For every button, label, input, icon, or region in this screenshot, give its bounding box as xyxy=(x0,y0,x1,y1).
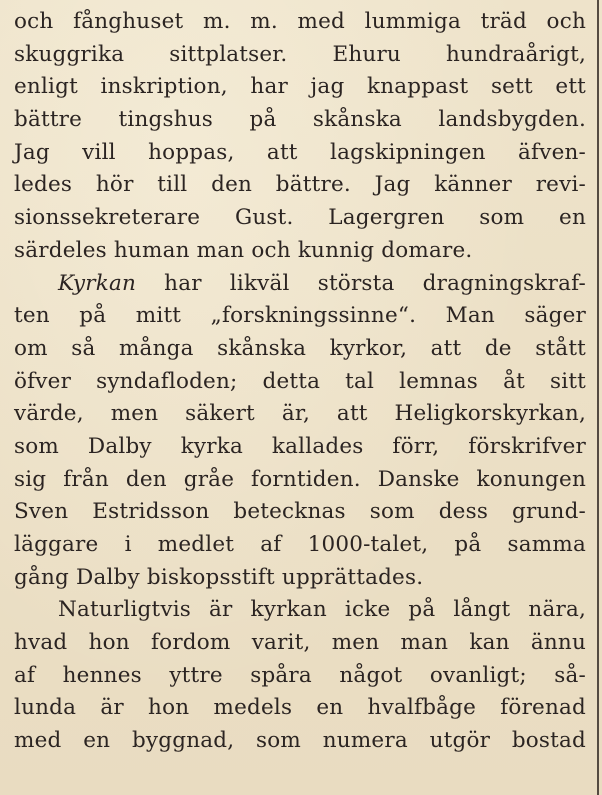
text-line: Jag vill hoppas, att lagskipningen äfven- xyxy=(14,139,586,165)
text-line: skuggrika sittplatser. Ehuru hundraårigt, xyxy=(14,41,586,67)
column-rule xyxy=(597,0,599,795)
text-line: läggare i medlet af 1000-talet, på samma xyxy=(14,532,586,557)
text-line: lunda är hon medels en hvalfbåge förenad xyxy=(14,695,586,721)
text-line: ledes hör till den bättre. Jag känner revi- xyxy=(14,172,586,198)
text-line: värde, men säkert är, att Heligkorskyrkan, xyxy=(14,401,586,427)
text-line: som Dalby kyrka kallades förr, förskrifver xyxy=(14,433,586,459)
paragraph-first-line xyxy=(14,268,586,301)
text-line: hvad hon fordom varit, men man kan ännu xyxy=(14,630,586,656)
first-line-rest: har likväl största dragningskraf- xyxy=(164,270,586,296)
text-line: Sven Estridsson betecknas som dess grund- xyxy=(14,499,586,525)
text-line: gång Dalby biskopsstift upprättades. xyxy=(14,564,424,590)
text-column xyxy=(14,6,586,758)
text-line: och fånghuset m. m. med lummiga träd och xyxy=(14,9,586,34)
text-line: enligt inskription, har jag knappast sett ett xyxy=(14,74,586,100)
paragraph-first-line: Naturligtvis är kyrkan icke på långt nära, xyxy=(58,597,586,623)
text-line: ten på mitt „forskningssinne“. Man säger xyxy=(14,303,586,329)
text-line: med en byggnad, som numera utgör bostad xyxy=(14,728,586,754)
text-line: sig från den gråe forntiden. Danske konungen xyxy=(14,466,586,492)
emphasis-word: Kyrkan xyxy=(58,270,137,296)
text-line: särdeles human man och kunnig domare. xyxy=(14,237,473,263)
text-line: af hennes yttre spåra något ovanligt; så- xyxy=(14,662,586,688)
text-line: sionssekreterare Gust. Lagergren som en xyxy=(14,205,586,231)
text-line: om så många skånska kyrkor, att de stått xyxy=(14,335,586,361)
text-line: öfver syndafloden; detta tal lemnas åt sitt xyxy=(14,368,586,394)
text-line: bättre tingshus på skånska landsbygden. xyxy=(14,107,586,133)
